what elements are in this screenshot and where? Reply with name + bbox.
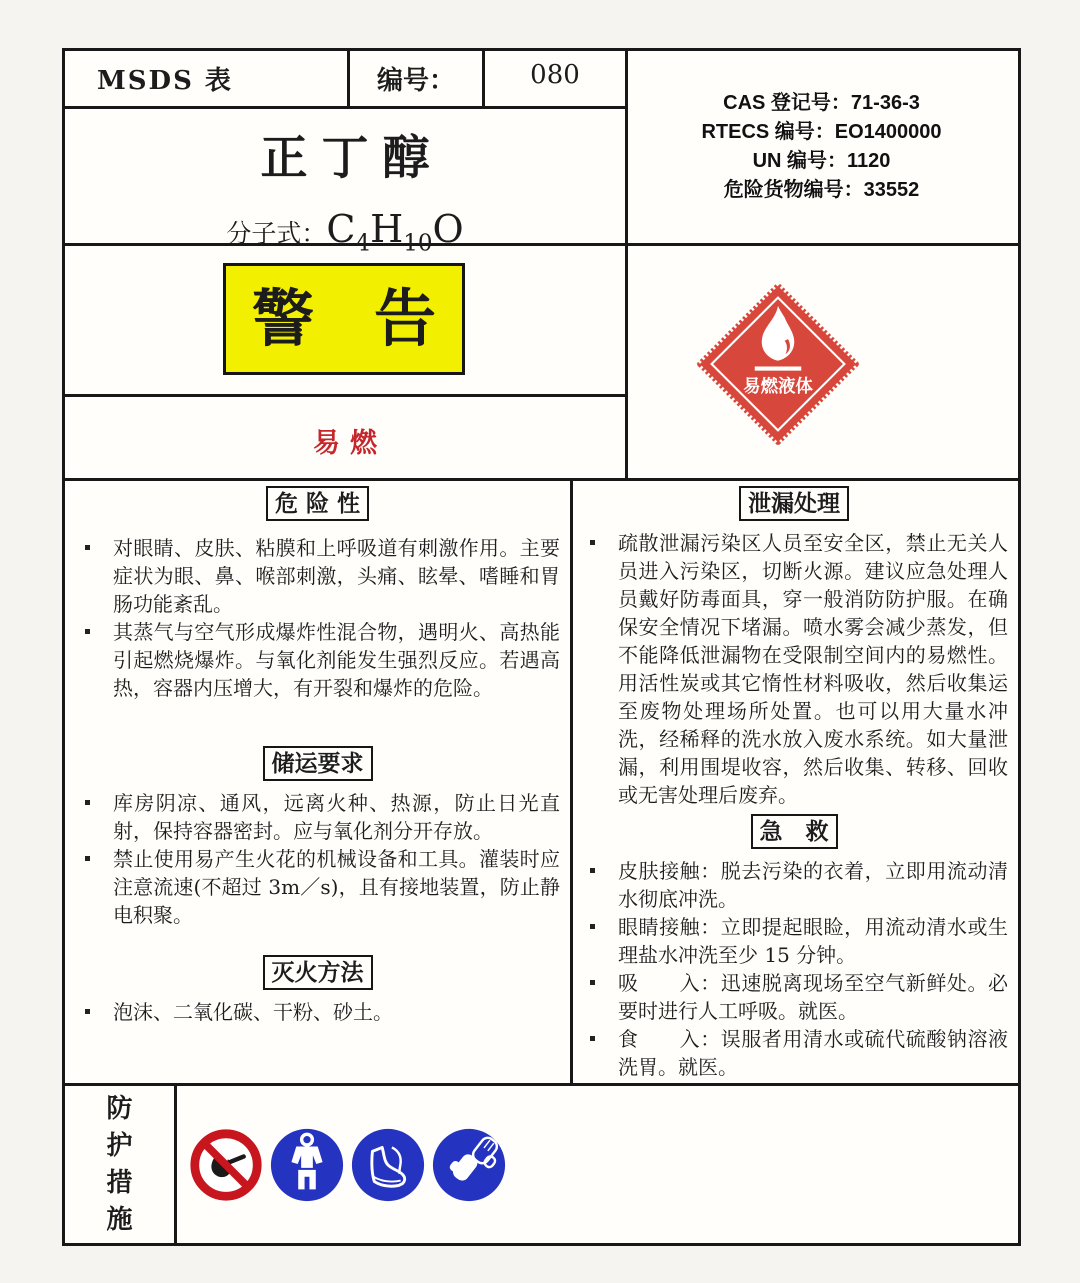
section-title-first-aid: 急 救 — [751, 814, 838, 849]
protective-gloves-icon — [430, 1126, 508, 1204]
list-item: 吸 入：迅速脱离现场至空气新鲜处。必要时进行人工呼吸。就医。 — [570, 969, 1018, 1025]
list-item: 疏散泄漏污染区人员至安全区，禁止无关人员进入污染区，切断火源。建议应急处理人员戴好防毒面具，穿一般消防防护服。在确保安全情况下堵漏。喷水雾会减少蒸发，但不能降低泄漏物在受限制空间内的易燃性。用活性炭或其它惰性材料吸收，然后收集运至废物处理场所处置。也可以用大量水冲洗，经稀释的洗水放入废水系统。如大量泄漏，利用围堤收容，然后收集、转移、回收或无害处理后废弃。 — [570, 529, 1018, 809]
dangerous-goods-number: 危险货物编号：33552 — [723, 179, 920, 201]
un-number: UN 编号：1120 — [752, 150, 891, 172]
protective-boots-icon — [349, 1126, 427, 1204]
hazard-list — [65, 534, 570, 702]
section-title-hazard: 危 险 性 — [266, 486, 369, 521]
diamond-label: 易燃液体 — [743, 377, 813, 398]
list-item: 皮肤接触：脱去污染的衣着，立即用流动清水彻底冲洗。 — [570, 857, 1018, 913]
warning-char: 告 — [373, 282, 436, 355]
fire-fighting-list — [65, 998, 570, 1026]
right-column — [570, 478, 1018, 1081]
registry-numbers — [625, 89, 1018, 205]
divider — [65, 394, 628, 397]
flammable-liquid-diamond-icon — [695, 281, 861, 447]
list-item: 泡沫、二氧化碳、干粉、砂土。 — [65, 998, 570, 1026]
list-item: 库房阴凉、通风，远离火种、热源，防止日光直射，保持容器密封。应与氧化剂分开存放。 — [65, 789, 570, 845]
list-item: 禁止使用易产生火花的机械设备和工具。灌装时应注意流速(不超过 3m／s)，且有接地装置，防止静电积聚。 — [65, 845, 570, 929]
flammable-label: 易燃 — [313, 428, 387, 459]
protection-measures-label: 防 护 措 施 — [106, 1093, 133, 1235]
storage-list — [65, 789, 570, 929]
chemical-name: 正丁醇 — [260, 131, 444, 186]
warning-char: 警 — [252, 282, 315, 355]
list-item: 食 入：误服者用清水或硫代硫酸钠溶液洗胃。就医。 — [570, 1025, 1018, 1081]
rtecs-number: RTECS 编号：EO1400000 — [701, 121, 942, 143]
leak-handling-list — [570, 529, 1018, 809]
first-aid-list — [570, 857, 1018, 1081]
protective-suit-icon — [268, 1126, 346, 1204]
section-title-fire-fighting: 灭火方法 — [263, 955, 373, 990]
list-item: 其蒸气与空气形成爆炸性混合物，遇明火、高热能引起燃烧爆炸。与氧化剂能发生强烈反应。若遇高热，容器内压增大，有开裂和爆炸的危险。 — [65, 618, 570, 702]
divider — [65, 106, 628, 109]
number-label: 编号： — [376, 66, 455, 96]
molecular-formula — [65, 207, 625, 266]
msds-table — [62, 48, 1021, 1246]
formula-value: $C_4H_{10}O$ — [326, 207, 464, 257]
number-value: 080 — [530, 60, 580, 90]
form-title: MSDS 表 — [97, 66, 233, 96]
list-item: 对眼睛、皮肤、粘膜和上呼吸道有刺激作用。主要症状为眼、鼻、喉部刺激，头痛、眩晕、嗜睡和胃肠功能紊乱。 — [65, 534, 570, 618]
warning-banner — [223, 263, 465, 375]
protection-icons — [174, 1083, 1018, 1246]
section-title-leak-handling: 泄漏处理 — [739, 486, 849, 521]
no-open-flame-icon — [187, 1126, 265, 1204]
formula-label: 分子式： — [226, 219, 327, 248]
left-column — [65, 478, 570, 1026]
list-item: 眼睛接触：立即提起眼睑，用流动清水或生理盐水冲洗至少 15 分钟。 — [570, 913, 1018, 969]
section-title-storage: 储运要求 — [263, 746, 373, 781]
cas-number: CAS 登记号：71-36-3 — [723, 92, 920, 114]
